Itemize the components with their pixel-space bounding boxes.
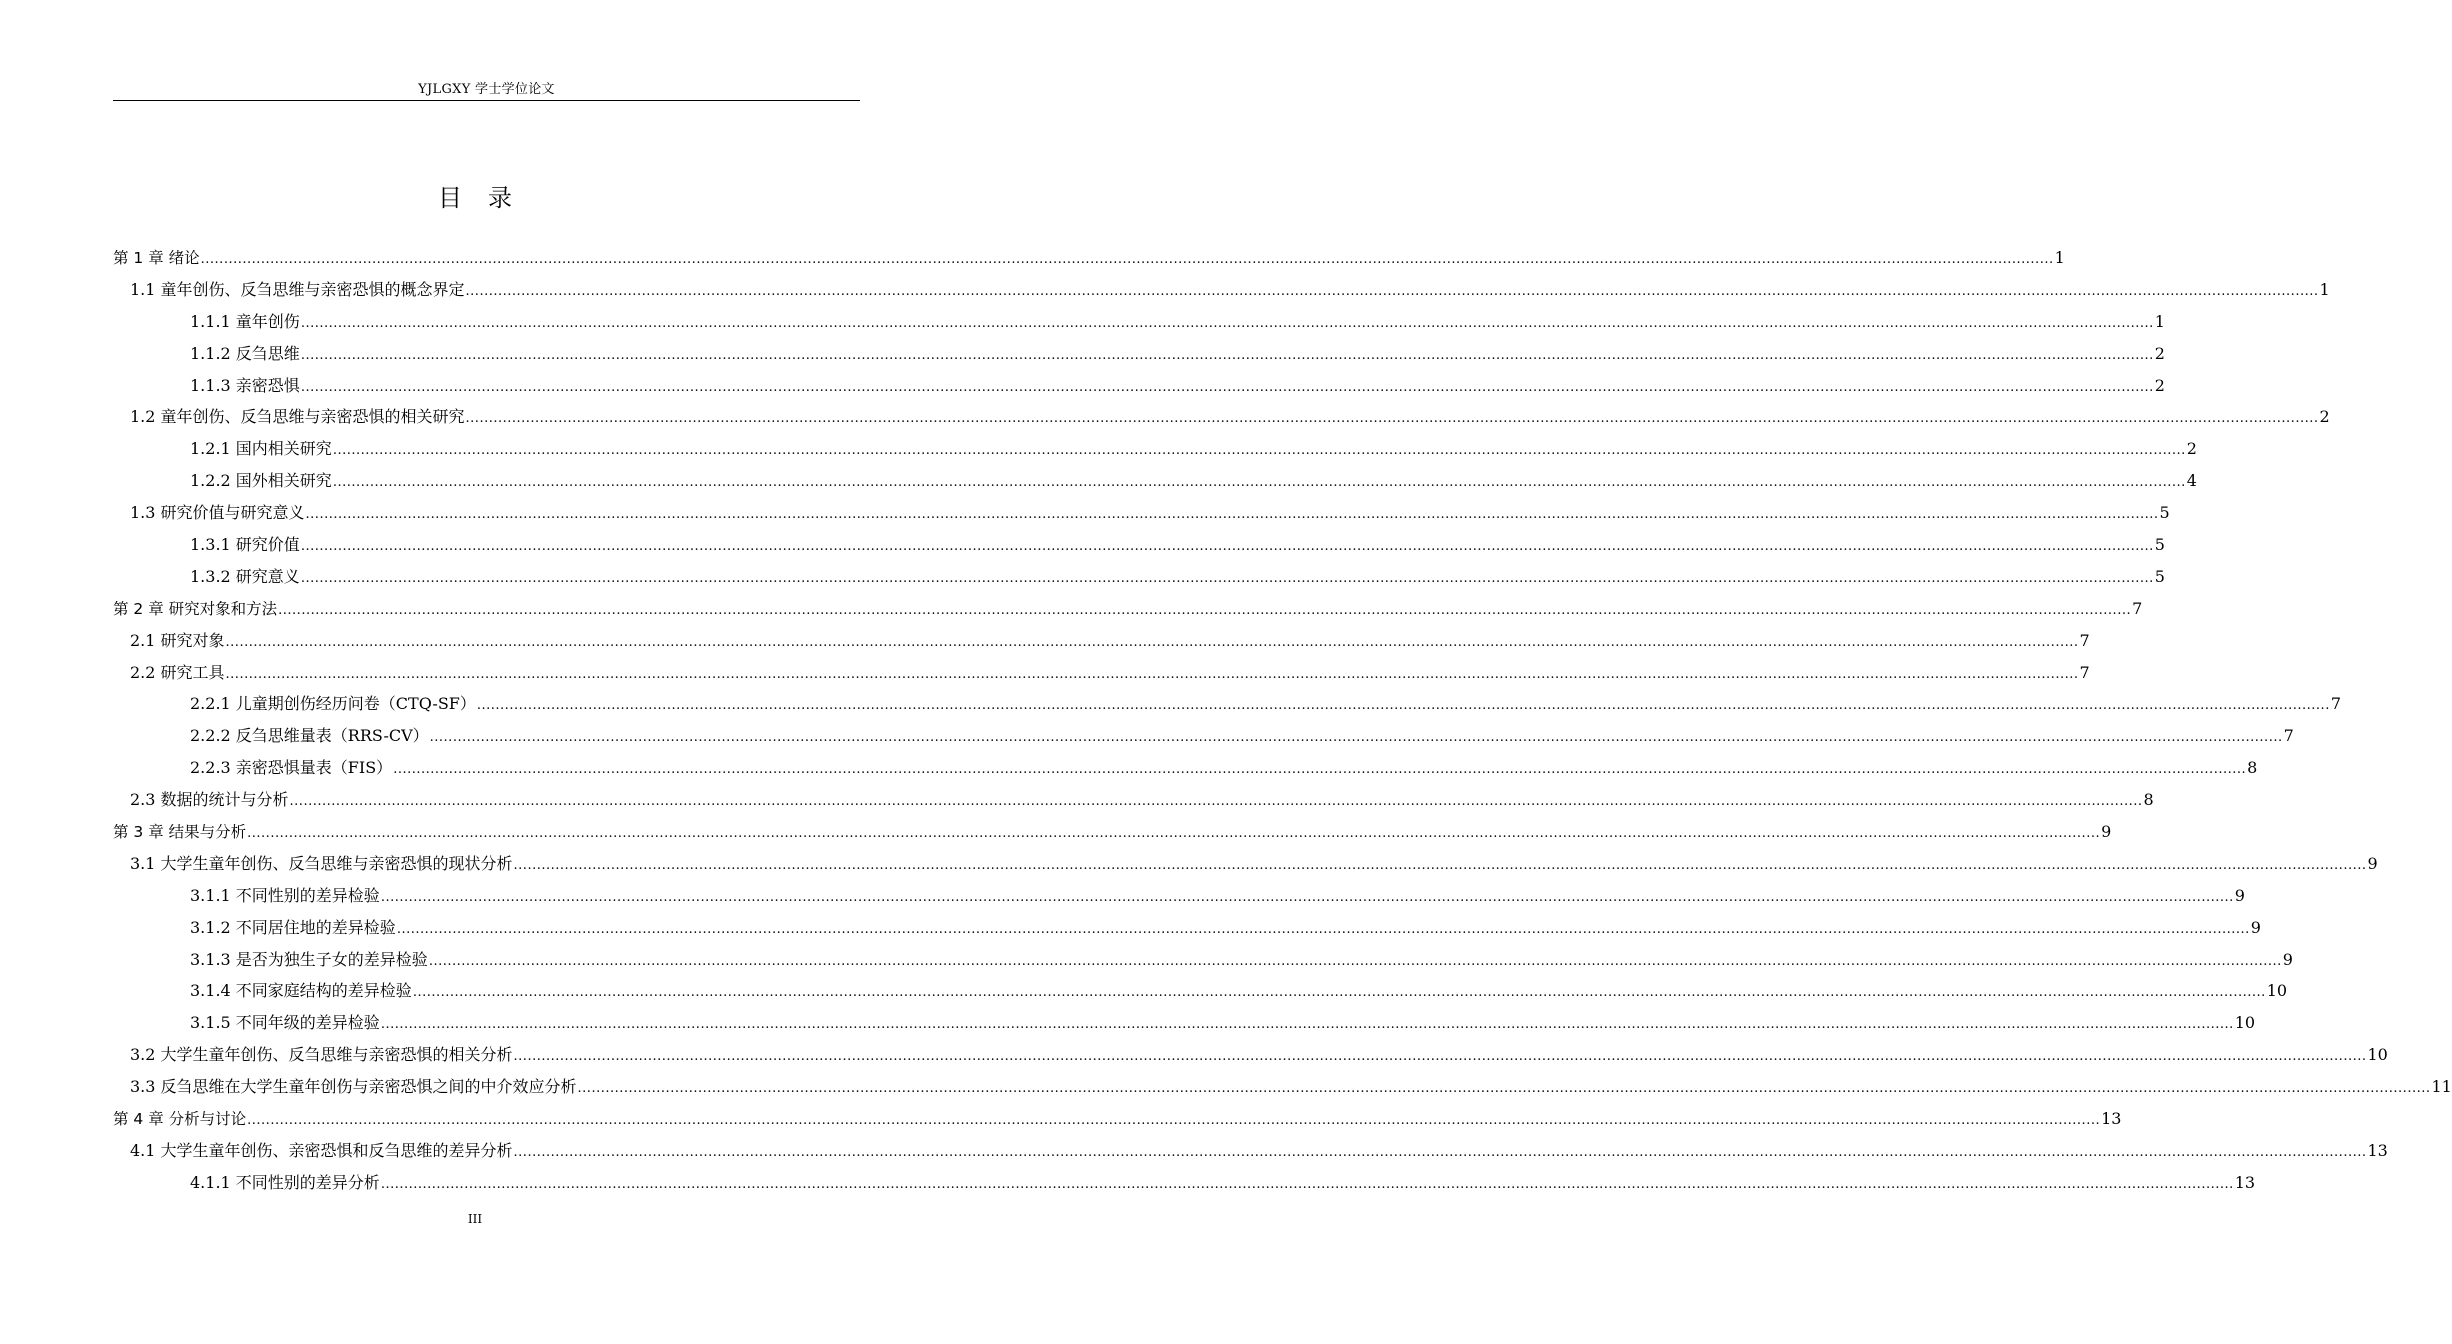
toc-dot-leader: ................................................................................................................................................................................................................................................................................................................................................................................................................ bbox=[513, 1049, 2367, 1065]
toc-entry[interactable] bbox=[113, 306, 2165, 338]
toc-entry-page: 10 bbox=[2234, 1013, 2256, 1033]
toc-entry[interactable] bbox=[113, 1039, 2388, 1071]
toc-entry-label: 2.3 数据的统计与分析 bbox=[130, 790, 289, 810]
toc-entry-label: 4.1.1 不同性别的差异分析 bbox=[190, 1172, 380, 1192]
toc-entry-label: 第 4 章 分析与讨论 bbox=[113, 1110, 247, 1129]
toc-dot-leader: ................................................................................................................................................................................................................................................................................................................................................................................................................ bbox=[300, 539, 2154, 555]
toc-entry-page: 1 bbox=[2054, 248, 2065, 267]
running-header: YJLGXY 学士学位论文 bbox=[418, 82, 555, 97]
toc-entry[interactable] bbox=[113, 688, 2342, 720]
page-number: III bbox=[467, 1212, 483, 1226]
toc-entry-label: 3.1.4 不同家庭结构的差异检验 bbox=[190, 981, 412, 1001]
toc-entry-page: 9 bbox=[2101, 822, 2112, 842]
toc-dot-leader: ................................................................................................................................................................................................................................................................................................................................................................................................................ bbox=[380, 1017, 2234, 1033]
toc-entry-label: 3.3 反刍思维在大学生童年创伤与亲密恐惧之间的中介效应分析 bbox=[130, 1077, 577, 1097]
toc-entry[interactable] bbox=[113, 465, 2197, 497]
toc-entry[interactable] bbox=[113, 975, 2288, 1007]
toc-entry-label: 第 1 章 绪论 bbox=[113, 249, 200, 267]
toc-dot-leader: ................................................................................................................................................................................................................................................................................................................................................................................................................ bbox=[278, 602, 2132, 618]
toc-dot-leader: ................................................................................................................................................................................................................................................................................................................................................................................................................ bbox=[247, 1113, 2101, 1129]
toc-entry-label: 4.1 大学生童年创伤、亲密恐惧和反刍思维的差异分析 bbox=[130, 1140, 513, 1160]
toc-entry-label: 3.1 大学生童年创伤、反刍思维与亲密恐惧的现状分析 bbox=[130, 853, 513, 873]
toc-entry-label: 2.2.1 儿童期创伤经历问卷（CTQ-SF） bbox=[190, 694, 476, 714]
toc-entry[interactable] bbox=[113, 370, 2165, 402]
toc-dot-leader: ................................................................................................................................................................................................................................................................................................................................................................................................................ bbox=[412, 985, 2266, 1001]
toc-entry-page: 8 bbox=[2247, 758, 2258, 778]
toc-entry-page: 13 bbox=[2367, 1140, 2388, 1160]
toc-entry-label: 1.1.1 童年创伤 bbox=[190, 311, 300, 331]
toc-title: 目录 bbox=[438, 184, 538, 212]
toc-entry-page: 1 bbox=[2154, 311, 2165, 331]
toc-entry[interactable] bbox=[113, 1135, 2388, 1167]
toc-entry-label: 2.2 研究工具 bbox=[130, 662, 225, 682]
toc-entry-page: 2 bbox=[2186, 439, 2197, 459]
toc-dot-leader: ................................................................................................................................................................................................................................................................................................................................................................................................................ bbox=[465, 283, 2319, 299]
toc-entry[interactable] bbox=[113, 242, 2065, 274]
toc-dot-leader: ................................................................................................................................................................................................................................................................................................................................................................................................................ bbox=[305, 507, 2159, 523]
toc-entry-page: 5 bbox=[2154, 566, 2165, 586]
toc-entry[interactable] bbox=[113, 593, 2143, 625]
toc-entry-page: 13 bbox=[2234, 1172, 2256, 1192]
toc-dot-leader: ................................................................................................................................................................................................................................................................................................................................................................................................................ bbox=[300, 570, 2154, 586]
toc-entry-page: 9 bbox=[2282, 949, 2293, 969]
toc-dot-leader: ................................................................................................................................................................................................................................................................................................................................................................................................................ bbox=[393, 762, 2247, 778]
toc-entry-page: 13 bbox=[2101, 1109, 2122, 1129]
toc-dot-leader: ................................................................................................................................................................................................................................................................................................................................................................................................................ bbox=[289, 794, 2143, 810]
toc-entry-label: 3.1.1 不同性别的差异检验 bbox=[190, 885, 380, 905]
toc-dot-leader: ................................................................................................................................................................................................................................................................................................................................................................................................................ bbox=[300, 315, 2154, 331]
toc-entry-page: 5 bbox=[2159, 503, 2170, 523]
toc-entry-label: 3.1.2 不同居住地的差异检验 bbox=[190, 917, 396, 937]
toc-entry-page: 7 bbox=[2283, 726, 2294, 746]
toc-entry-label: 第 2 章 研究对象和方法 bbox=[113, 599, 278, 618]
toc-entry-label: 3.1.3 是否为独生子女的差异检验 bbox=[190, 949, 428, 969]
toc-dot-leader: ................................................................................................................................................................................................................................................................................................................................................................................................................ bbox=[332, 443, 2186, 459]
toc-dot-leader: ................................................................................................................................................................................................................................................................................................................................................................................................................ bbox=[513, 1144, 2367, 1160]
toc-entry[interactable] bbox=[113, 1007, 2256, 1039]
toc-entry-label: 1.1 童年创伤、反刍思维与亲密恐惧的概念界定 bbox=[130, 279, 465, 299]
toc-dot-leader: ................................................................................................................................................................................................................................................................................................................................................................................................................ bbox=[465, 411, 2319, 427]
toc-entry-label: 3.2 大学生童年创伤、反刍思维与亲密恐惧的相关分析 bbox=[130, 1045, 513, 1065]
toc-entry[interactable] bbox=[113, 338, 2165, 370]
toc-entry-page: 8 bbox=[2143, 790, 2154, 810]
toc-dot-leader: ................................................................................................................................................................................................................................................................................................................................................................................................................ bbox=[225, 666, 2079, 682]
toc-dot-leader: ................................................................................................................................................................................................................................................................................................................................................................................................................ bbox=[300, 347, 2154, 363]
toc-entry-page: 9 bbox=[2234, 885, 2245, 905]
toc-entry-label: 1.1.3 亲密恐惧 bbox=[190, 375, 300, 395]
toc-entry[interactable] bbox=[113, 1103, 2122, 1135]
toc-entry-label: 2.1 研究对象 bbox=[130, 630, 225, 650]
toc-dot-leader: ................................................................................................................................................................................................................................................................................................................................................................................................................ bbox=[225, 634, 2079, 650]
toc-entry[interactable] bbox=[113, 401, 2330, 433]
toc-entry[interactable] bbox=[113, 944, 2293, 976]
toc-entry-page: 10 bbox=[2266, 981, 2288, 1001]
toc-entry[interactable] bbox=[113, 1071, 2452, 1103]
toc-entry-page: 9 bbox=[2250, 917, 2261, 937]
toc-entry-label: 2.2.2 反刍思维量表（RRS-CV） bbox=[190, 726, 429, 746]
toc-entry-page: 1 bbox=[2319, 279, 2330, 299]
toc-entry-label: 1.3 研究价值与研究意义 bbox=[130, 503, 305, 523]
toc-entry[interactable] bbox=[113, 529, 2165, 561]
toc-entry-label: 1.2.1 国内相关研究 bbox=[190, 439, 332, 459]
toc-entry[interactable] bbox=[113, 784, 2154, 816]
toc-entry[interactable] bbox=[113, 274, 2330, 306]
toc-entry[interactable] bbox=[113, 433, 2197, 465]
toc-entry-page: 7 bbox=[2132, 598, 2143, 618]
toc-dot-leader: ................................................................................................................................................................................................................................................................................................................................................................................................................ bbox=[428, 953, 2282, 969]
toc-entry-page: 10 bbox=[2367, 1045, 2388, 1065]
toc-entry[interactable] bbox=[113, 912, 2261, 944]
toc-entry-label: 1.1.2 反刍思维 bbox=[190, 343, 300, 363]
toc-entry-label: 1.2.2 国外相关研究 bbox=[190, 471, 332, 491]
toc-entry-page: 9 bbox=[2367, 853, 2378, 873]
toc-dot-leader: ................................................................................................................................................................................................................................................................................................................................................................................................................ bbox=[476, 698, 2330, 714]
toc-dot-leader: ................................................................................................................................................................................................................................................................................................................................................................................................................ bbox=[429, 730, 2283, 746]
toc-entry-label: 2.2.3 亲密恐惧量表（FIS） bbox=[190, 758, 393, 778]
toc-dot-leader: ................................................................................................................................................................................................................................................................................................................................................................................................................ bbox=[380, 889, 2234, 905]
toc-entry-page: 7 bbox=[2330, 694, 2342, 714]
toc-entry[interactable] bbox=[113, 497, 2170, 529]
toc-entry-page: 2 bbox=[2154, 375, 2165, 395]
toc-entry-page: 7 bbox=[2079, 662, 2090, 682]
toc-entry[interactable] bbox=[113, 880, 2245, 912]
toc-dot-leader: ................................................................................................................................................................................................................................................................................................................................................................................................................ bbox=[332, 475, 2186, 491]
toc-dot-leader: ................................................................................................................................................................................................................................................................................................................................................................................................................ bbox=[300, 379, 2154, 395]
toc-dot-leader: ................................................................................................................................................................................................................................................................................................................................................................................................................ bbox=[200, 252, 2054, 267]
toc-entry-label: 第 3 章 结果与分析 bbox=[113, 823, 247, 842]
toc-entry[interactable] bbox=[113, 720, 2294, 752]
toc-entry[interactable] bbox=[113, 752, 2258, 784]
table-of-contents bbox=[113, 242, 2452, 1199]
toc-dot-leader: ................................................................................................................................................................................................................................................................................................................................................................................................................ bbox=[380, 1176, 2234, 1192]
toc-entry-page: 4 bbox=[2186, 471, 2197, 491]
toc-entry[interactable] bbox=[113, 816, 2112, 848]
toc-dot-leader: ................................................................................................................................................................................................................................................................................................................................................................................................................ bbox=[513, 857, 2367, 873]
toc-entry-page: 7 bbox=[2079, 630, 2090, 650]
toc-dot-leader: ................................................................................................................................................................................................................................................................................................................................................................................................................ bbox=[396, 921, 2250, 937]
toc-entry-label: 3.1.5 不同年级的差异检验 bbox=[190, 1013, 380, 1033]
toc-entry-page: 5 bbox=[2154, 535, 2165, 555]
toc-entry[interactable] bbox=[113, 1167, 2256, 1199]
toc-entry-label: 1.2 童年创伤、反刍思维与亲密恐惧的相关研究 bbox=[130, 407, 465, 427]
toc-entry[interactable] bbox=[113, 848, 2378, 880]
toc-entry-page: 2 bbox=[2319, 407, 2330, 427]
toc-entry-label: 1.3.2 研究意义 bbox=[190, 566, 300, 586]
header-rule bbox=[113, 100, 860, 101]
toc-dot-leader: ................................................................................................................................................................................................................................................................................................................................................................................................................ bbox=[577, 1081, 2431, 1097]
toc-entry[interactable] bbox=[113, 561, 2165, 593]
toc-entry[interactable] bbox=[113, 657, 2090, 689]
toc-entry-page: 2 bbox=[2154, 343, 2165, 363]
toc-entry-page: 11 bbox=[2431, 1077, 2452, 1097]
toc-dot-leader: ................................................................................................................................................................................................................................................................................................................................................................................................................ bbox=[247, 826, 2101, 842]
toc-entry-label: 1.3.1 研究价值 bbox=[190, 535, 300, 555]
toc-entry[interactable] bbox=[113, 625, 2090, 657]
